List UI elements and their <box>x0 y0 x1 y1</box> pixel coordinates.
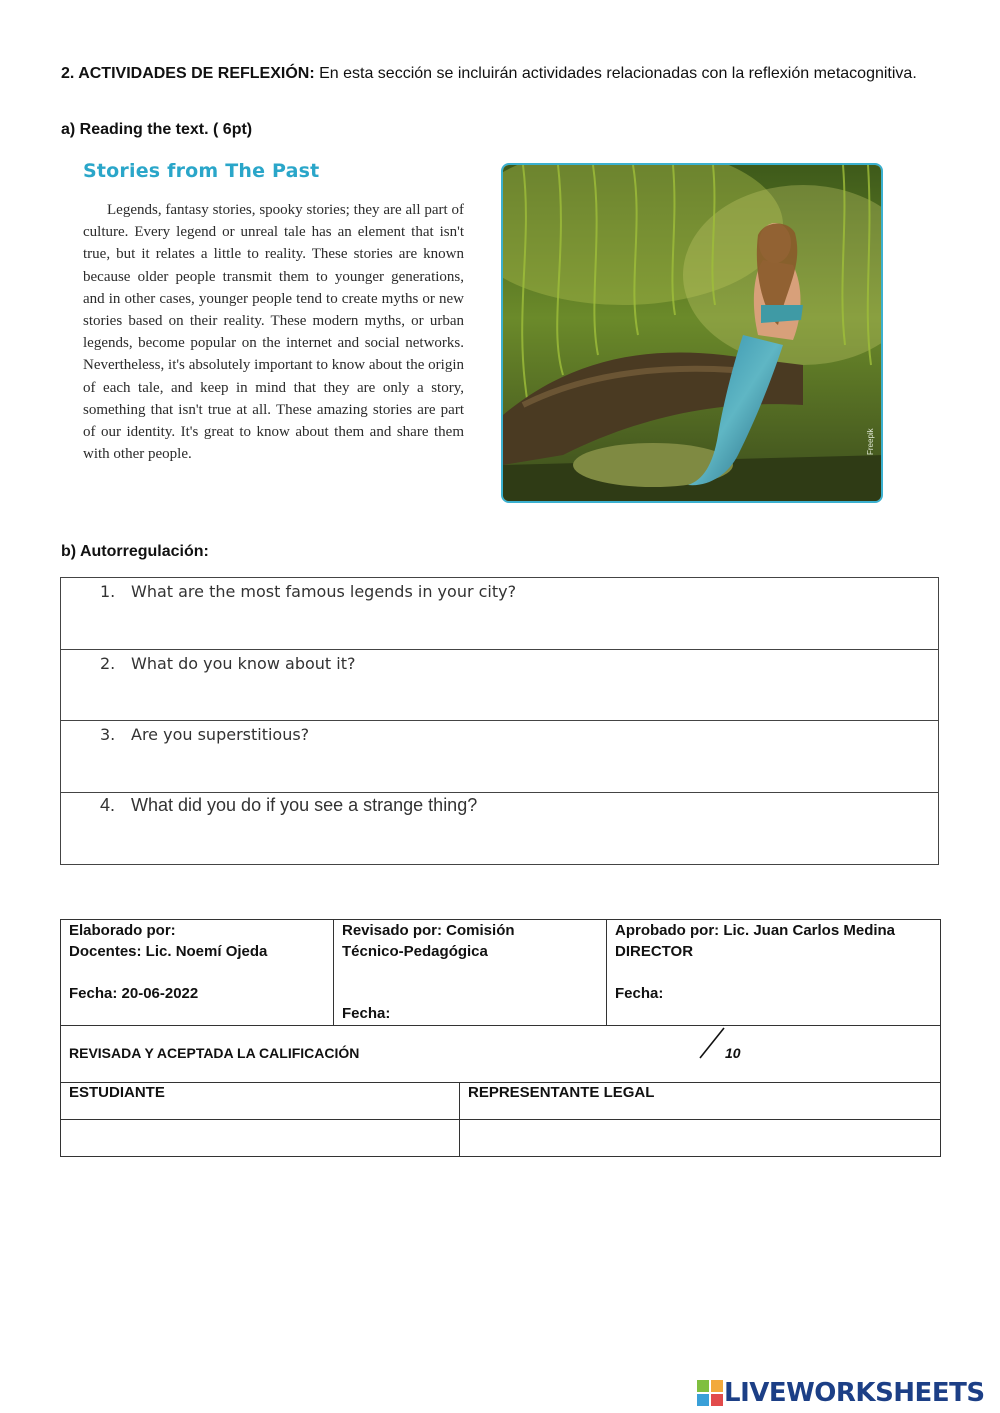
director-title: DIRECTOR <box>615 943 694 960</box>
section-intro <box>61 62 941 85</box>
question-row-4[interactable] <box>61 793 938 865</box>
revisado-label: Revisado por: Comisión <box>342 922 515 939</box>
question-number: 1. <box>100 582 116 601</box>
aprobado-cell <box>607 920 941 1026</box>
section-description: En esta sección se incluirán actividades relacionadas con la reflexión metacognitiva. <box>314 65 917 82</box>
score-slash-icon <box>696 1026 726 1060</box>
estudiante-signature[interactable] <box>61 1120 459 1156</box>
representante-signature[interactable] <box>460 1120 940 1156</box>
representante-label: REPRESENTANTE LEGAL <box>468 1084 655 1101</box>
question-row-3[interactable] <box>61 721 938 793</box>
mermaid-illustration <box>503 165 883 503</box>
fecha-elaborado: Fecha: 20-06-2022 <box>69 985 199 1002</box>
reading-heading: a) Reading the text. ( 6pt) <box>61 121 253 138</box>
question-text: What do you know about it? <box>131 653 356 673</box>
section-heading: 2. ACTIVIDADES DE REFLEXIÓN: <box>61 65 315 82</box>
signatures-row <box>61 1120 941 1157</box>
question-number: 3. <box>100 725 116 744</box>
question-row-2[interactable] <box>61 650 938 722</box>
elaborado-cell <box>61 920 334 1026</box>
aprobado-label: Aprobado por: Lic. Juan Carlos Medina <box>615 922 896 939</box>
fecha-revisado: Fecha: <box>342 1005 391 1022</box>
question-text: Are you superstitious? <box>131 725 310 744</box>
calificacion-row <box>61 1026 941 1083</box>
fecha-aprobado: Fecha: <box>615 985 664 1002</box>
question-row-1[interactable] <box>61 578 938 650</box>
question-text: What are the most famous legends in your city? <box>131 582 517 601</box>
question-number: 4. <box>100 794 116 815</box>
score-total: 10 <box>725 1045 741 1061</box>
question-number: 2. <box>100 653 116 673</box>
revisado-org: Técnico-Pedagógica <box>342 943 488 960</box>
calificacion-label: REVISADA Y ACEPTADA LA CALIFICACIÓN <box>69 1045 360 1061</box>
signatures-header-row <box>61 1083 941 1120</box>
liveworksheets-logo-icon <box>697 1380 723 1406</box>
autorregulacion-heading: b) Autorregulación: <box>61 543 209 560</box>
photo-credit: Freepik <box>866 428 875 455</box>
docentes-name: Docentes: Lic. Noemí Ojeda <box>69 943 268 960</box>
mermaid-photo <box>501 163 883 503</box>
elaborado-label: Elaborado por: <box>69 922 176 939</box>
estudiante-label: ESTUDIANTE <box>69 1084 165 1101</box>
liveworksheets-wordmark: LIVEWORKSHEETS <box>724 1378 985 1408</box>
story-paragraph: Legends, fantasy stories, spooky stories; they are all part of culture. Every legend or unreal tale has an element that isn't true, but it relates a little to reality. These stories are known because older people transmit them to younger generations, and in other cases, younger people tend to create myths or new stories based on their reality. These modern myths, or urban legends, become popular on the internet and social networks. Nevertheless, it's absolutely important to know about the origin of each tale, and keep in mind that they are only a story, something that isn't true at all. These amazing stories are part of our identity. It's great to know about them and share them with other people. <box>83 202 464 463</box>
revisado-cell <box>334 920 607 1026</box>
question-text: What did you do if you see a strange thing? <box>131 794 478 815</box>
signoff-table <box>60 919 941 1157</box>
questions-table <box>60 577 939 865</box>
story-title: Stories from The Past <box>83 160 320 182</box>
